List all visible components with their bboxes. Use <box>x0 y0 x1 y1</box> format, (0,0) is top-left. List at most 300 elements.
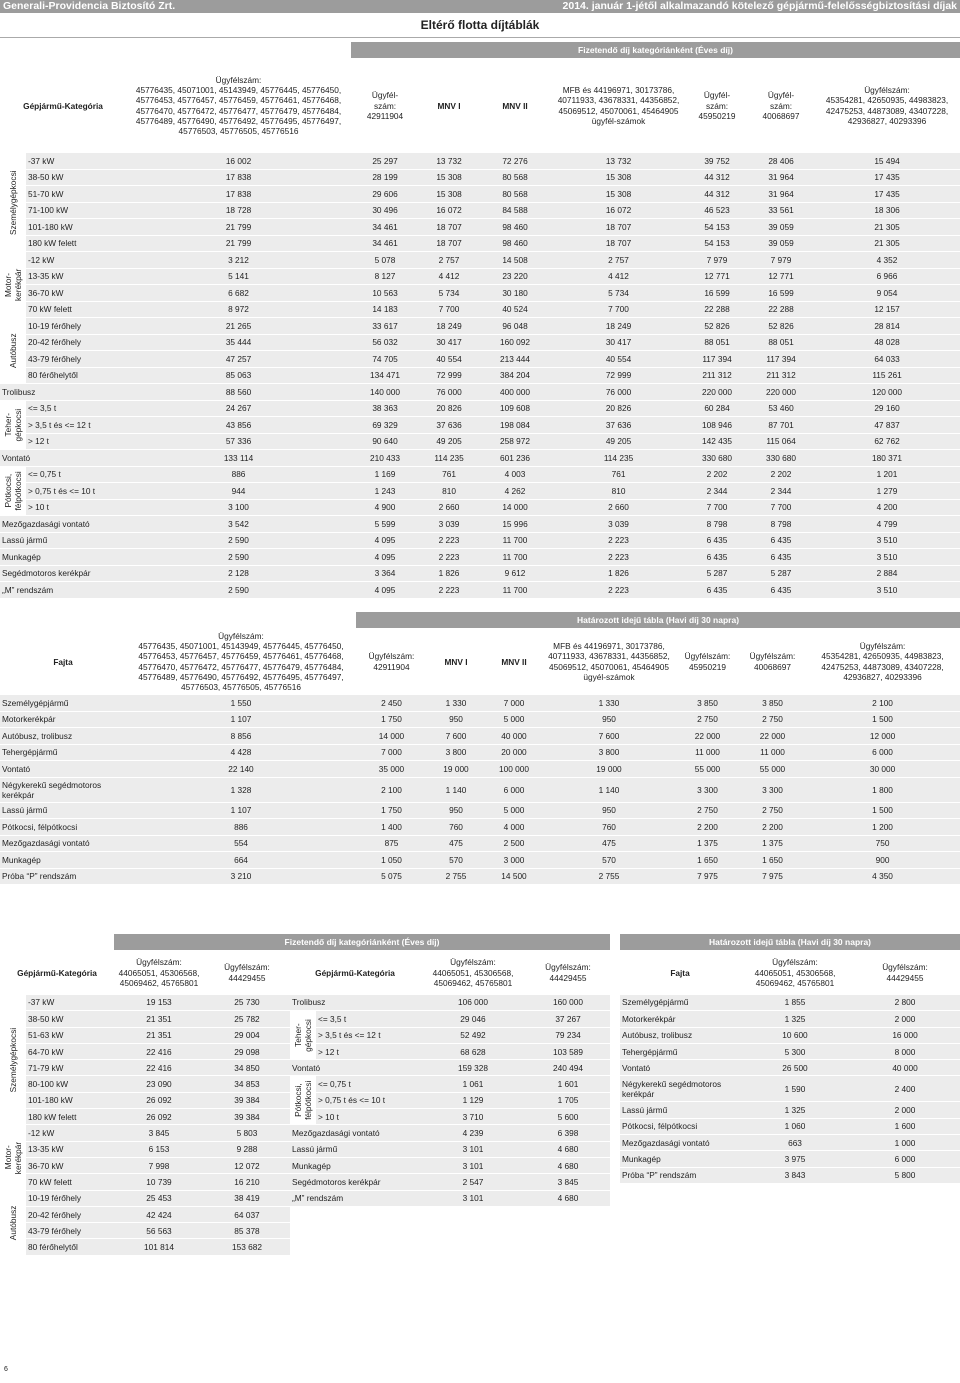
value-cell: 10 563 <box>351 285 419 302</box>
value-cell: 2 400 <box>850 1076 960 1102</box>
value-cell: 810 <box>551 483 686 500</box>
value-cell: 68 628 <box>420 1043 526 1059</box>
value-cell: 3 850 <box>675 695 740 712</box>
value-cell: 14 000 <box>356 728 427 745</box>
value-cell: 1 855 <box>740 995 850 1011</box>
value-cell: 56 563 <box>114 1223 204 1239</box>
value-cell: 7 000 <box>356 744 427 761</box>
page-number: 6 <box>4 1366 8 1373</box>
row-label: -12 kW <box>26 1125 114 1141</box>
value-cell: 23 090 <box>114 1076 204 1092</box>
value-cell: 4 095 <box>351 532 419 549</box>
value-cell: 6 000 <box>485 777 543 802</box>
value-cell: 15 308 <box>419 169 479 186</box>
value-cell: 18 707 <box>551 235 686 252</box>
value-cell: 2 100 <box>356 777 427 802</box>
row-label: -37 kW <box>26 995 114 1011</box>
value-cell: 5 734 <box>419 285 479 302</box>
value-cell: 117 394 <box>748 351 814 368</box>
table-row <box>620 1102 960 1118</box>
row-label: 71-100 kW <box>26 202 126 219</box>
table-row <box>0 835 960 852</box>
value-cell: 12 771 <box>686 268 748 285</box>
row-label: 64-70 kW <box>26 1043 114 1059</box>
value-cell: 47 837 <box>814 417 960 434</box>
value-cell: 6 435 <box>686 582 748 599</box>
table-row <box>620 1060 960 1076</box>
value-cell: 3 000 <box>485 852 543 869</box>
column-header-category-right: Gépjármű-Kategória <box>290 951 420 995</box>
value-cell: 7 700 <box>748 499 814 516</box>
value-cell: 886 <box>126 819 356 836</box>
value-cell: 16 072 <box>551 202 686 219</box>
column-header-5: MFB és 44196971, 30173786, 40711933, 43678331, 44356852, 45069512, 45070061, 45464905 ügyfél-számok <box>551 59 686 153</box>
value-cell: 2 223 <box>551 549 686 566</box>
value-cell: 22 000 <box>740 728 805 745</box>
row-label: 71-79 kW <box>26 1060 114 1076</box>
table-row <box>0 1125 610 1141</box>
value-cell: 2 344 <box>686 483 748 500</box>
value-cell: 4 262 <box>479 483 551 500</box>
value-cell: 5 600 <box>526 1109 610 1125</box>
value-cell: 1 375 <box>675 835 740 852</box>
value-cell: 114 235 <box>419 450 479 467</box>
value-cell: 55 000 <box>740 761 805 778</box>
value-cell: 18 728 <box>126 202 351 219</box>
value-cell: 8 127 <box>351 268 419 285</box>
value-cell: 69 329 <box>351 417 419 434</box>
value-cell: 3 850 <box>740 695 805 712</box>
value-cell: 210 433 <box>351 450 419 467</box>
row-label: <= 3,5 t <box>316 1011 420 1027</box>
table-row <box>0 1239 610 1255</box>
value-cell: 42 424 <box>114 1206 204 1222</box>
value-cell: 554 <box>126 835 356 852</box>
value-cell: 760 <box>543 819 675 836</box>
table-row <box>0 565 960 582</box>
column-header-4: MNV II <box>479 59 551 153</box>
row-label: 20-42 férőhely <box>26 1206 114 1222</box>
value-cell: 12 157 <box>814 301 960 318</box>
value-cell: 950 <box>543 802 675 819</box>
value-cell: 7 700 <box>551 301 686 318</box>
value-cell: 4 680 <box>526 1190 610 1206</box>
row-label: 180 kW felett <box>26 1109 114 1125</box>
column-header-8: Ügyfélszám: 45354281, 42650935, 44983823, 42475253, 44873089, 43407228, 42936827, 40293396 <box>814 59 960 153</box>
value-cell: 34 461 <box>351 219 419 236</box>
value-cell: 85 378 <box>204 1223 290 1239</box>
value-cell: 886 <box>126 466 351 483</box>
table-row <box>0 1060 610 1076</box>
value-cell: 2 757 <box>551 252 686 269</box>
value-cell: 19 000 <box>543 761 675 778</box>
value-cell: 2 884 <box>814 565 960 582</box>
value-cell: 1 243 <box>351 483 419 500</box>
table-row <box>0 351 960 368</box>
row-label: Személygépjármű <box>620 995 740 1011</box>
table-row <box>0 268 960 285</box>
value-cell: 330 680 <box>748 450 814 467</box>
row-label: 51-63 kW <box>26 1027 114 1043</box>
value-cell: 2 590 <box>126 582 351 599</box>
value-cell: 6 435 <box>686 549 748 566</box>
value-cell: 2 000 <box>850 1102 960 1118</box>
row-label: Segédmotoros kerékpár <box>290 1174 420 1190</box>
row-label: Trolibusz <box>290 995 420 1011</box>
value-cell: 100 000 <box>485 761 543 778</box>
table-row <box>620 1167 960 1183</box>
value-cell: 950 <box>427 711 485 728</box>
row-label: > 0,75 t és <= 10 t <box>26 483 126 500</box>
row-label: Tehergépjármű <box>0 744 126 761</box>
row-group-label: Teher- gépkocsi <box>290 1011 316 1060</box>
table-row <box>0 235 960 252</box>
row-label: 38-50 kW <box>26 1011 114 1027</box>
row-label: Személygépjármű <box>0 695 126 712</box>
value-cell: 40 000 <box>850 1060 960 1076</box>
value-cell: 15 494 <box>814 153 960 170</box>
table-row <box>0 1157 610 1173</box>
table-row <box>0 777 960 802</box>
value-cell: 13 732 <box>551 153 686 170</box>
value-cell: 90 640 <box>351 433 419 450</box>
row-label: Vontató <box>0 761 126 778</box>
row-label: 36-70 kW <box>26 285 126 302</box>
section-subtitle <box>0 14 960 38</box>
table-row <box>0 852 960 869</box>
value-cell: 3 845 <box>114 1125 204 1141</box>
value-cell: 2 344 <box>748 483 814 500</box>
table-row <box>620 1118 960 1134</box>
row-group-label: Autóbusz <box>0 1190 26 1255</box>
row-label: Autóbusz, trolibusz <box>0 728 126 745</box>
table-row <box>0 202 960 219</box>
value-cell: 1 129 <box>420 1092 526 1108</box>
table-row <box>0 532 960 549</box>
column-header-7: Ügyfél- szám: 40068697 <box>748 59 814 153</box>
value-cell: 30 417 <box>551 334 686 351</box>
value-cell: 2 450 <box>356 695 427 712</box>
value-cell: 1 107 <box>126 711 356 728</box>
value-cell: 52 492 <box>420 1027 526 1043</box>
table-row <box>0 334 960 351</box>
value-cell: 39 752 <box>686 153 748 170</box>
value-cell: 3 710 <box>420 1109 526 1125</box>
value-cell: 19 153 <box>114 995 204 1011</box>
value-cell: 21 305 <box>814 219 960 236</box>
value-cell: 88 560 <box>126 384 351 401</box>
value-cell: 16 210 <box>204 1174 290 1190</box>
value-cell: 2 128 <box>126 565 351 582</box>
row-group-label: Motor- kerékpár <box>0 252 26 318</box>
row-label: 180 kW felett <box>26 235 126 252</box>
value-cell: 26 092 <box>114 1092 204 1108</box>
value-cell: 5 734 <box>551 285 686 302</box>
value-cell: 11 000 <box>675 744 740 761</box>
value-cell: 9 054 <box>814 285 960 302</box>
row-group-label: Személygépkocsi <box>0 995 26 1125</box>
value-cell: 39 384 <box>204 1109 290 1125</box>
page-header-bar <box>0 0 960 13</box>
value-cell: 14 000 <box>479 499 551 516</box>
value-cell: 17 838 <box>126 186 351 203</box>
row-label: > 0,75 t és <= 10 t <box>316 1092 420 1108</box>
value-cell: 5 000 <box>485 802 543 819</box>
value-cell: 20 000 <box>485 744 543 761</box>
table-row <box>0 367 960 384</box>
value-cell: 2 000 <box>850 1011 960 1027</box>
column-header-1: Ügyfélszám: 44065051, 45306568, 45069462, 45765801 <box>114 951 204 995</box>
value-cell: 25 297 <box>351 153 419 170</box>
value-cell: 2 547 <box>420 1174 526 1190</box>
value-cell: 5 287 <box>748 565 814 582</box>
value-cell: 5 300 <box>740 1043 850 1059</box>
value-cell: 30 000 <box>805 761 960 778</box>
row-label: 10-19 férőhely <box>26 318 126 335</box>
value-cell: 2 100 <box>805 695 960 712</box>
value-cell: 64 033 <box>814 351 960 368</box>
value-cell: 33 561 <box>748 202 814 219</box>
value-cell: 1 328 <box>126 777 356 802</box>
value-cell: 761 <box>419 466 479 483</box>
table-row <box>0 549 960 566</box>
value-cell: 40 554 <box>551 351 686 368</box>
value-cell: 106 000 <box>420 995 526 1011</box>
value-cell: 14 508 <box>479 252 551 269</box>
value-cell: 2 200 <box>675 819 740 836</box>
value-cell: 9 288 <box>204 1141 290 1157</box>
value-cell: 1 325 <box>740 1102 850 1118</box>
value-cell: 14 500 <box>485 868 543 885</box>
value-cell: 57 336 <box>126 433 351 450</box>
row-label: Lassú jármű <box>0 532 126 549</box>
fixed-term-grid <box>0 612 960 885</box>
row-label: 80 férőhelytől <box>26 1239 114 1255</box>
value-cell: 475 <box>427 835 485 852</box>
value-cell: 48 028 <box>814 334 960 351</box>
table-row <box>620 1043 960 1059</box>
value-cell: 3 100 <box>126 499 351 516</box>
value-cell: 1 750 <box>356 802 427 819</box>
value-cell: 37 267 <box>526 1011 610 1027</box>
value-cell: 1 601 <box>526 1076 610 1092</box>
row-label: 10-19 férőhely <box>26 1190 114 1206</box>
column-header-3: MNV I <box>427 629 485 695</box>
value-cell: 46 523 <box>686 202 748 219</box>
row-label: „M” rendszám <box>290 1190 420 1206</box>
value-cell: 72 999 <box>419 367 479 384</box>
value-cell: 17 435 <box>814 169 960 186</box>
value-cell: 60 284 <box>686 400 748 417</box>
row-label: -12 kW <box>26 252 126 269</box>
value-cell: 18 249 <box>419 318 479 335</box>
value-cell: 22 416 <box>114 1060 204 1076</box>
value-cell: 944 <box>126 483 351 500</box>
value-cell: 1 826 <box>419 565 479 582</box>
value-cell: 1 705 <box>526 1092 610 1108</box>
value-cell: 3 510 <box>814 582 960 599</box>
value-cell: 160 000 <box>526 995 610 1011</box>
table-row <box>0 499 960 516</box>
table-row <box>0 1174 610 1190</box>
value-cell: 1 826 <box>551 565 686 582</box>
value-cell: 10 739 <box>114 1174 204 1190</box>
value-cell: 74 705 <box>351 351 419 368</box>
section-subtitle-text: Eltérő flotta díjtáblák <box>420 18 540 32</box>
column-header-right-2: Ügyfélszám: 44429455 <box>526 951 610 995</box>
value-cell: 22 288 <box>686 301 748 318</box>
value-cell: 3 843 <box>740 1167 850 1183</box>
row-group-label: Autóbusz <box>0 318 26 384</box>
value-cell: 3 510 <box>814 532 960 549</box>
value-cell: 1 050 <box>356 852 427 869</box>
value-cell: 875 <box>356 835 427 852</box>
value-cell: 54 153 <box>686 235 748 252</box>
value-cell: 14 183 <box>351 301 419 318</box>
value-cell: 2 755 <box>543 868 675 885</box>
value-cell: 6 000 <box>850 1151 960 1167</box>
table-row <box>0 417 960 434</box>
value-cell: 664 <box>126 852 356 869</box>
value-cell: 1 140 <box>543 777 675 802</box>
row-label: Pótkocsi, félpótkocsi <box>0 819 126 836</box>
value-cell: 64 037 <box>204 1206 290 1222</box>
value-cell: 159 328 <box>420 1060 526 1076</box>
column-header-1: Ügyfélszám: 45776435, 45071001, 45143949, 45776445, 45776450, 45776453, 45776457, 45776459, 45776461, 45776468, 45776470, 45776472, 45776477, 45776479, 45776484, 45776489, 45776490, 45776492, 45776495, 45776497, 45776503, 45776505, 45776516 <box>126 59 351 153</box>
annual-fee-grid-small <box>0 934 610 1256</box>
value-cell: 4 799 <box>814 516 960 533</box>
row-group-label: Motor- kerékpár <box>0 1125 26 1190</box>
row-label: Négykerekű segédmotoros kerékpár <box>0 777 126 802</box>
value-cell: 26 500 <box>740 1060 850 1076</box>
row-label: 80-100 kW <box>26 1076 114 1092</box>
table-row <box>0 186 960 203</box>
value-cell: 40 000 <box>485 728 543 745</box>
table-title: Határozott idejű tábla (Havi díj 30 napra) <box>620 934 960 951</box>
value-cell: 98 460 <box>479 235 551 252</box>
table-title: Fizetendő díj kategóriánként (Éves díj) <box>114 934 610 951</box>
value-cell: 114 235 <box>551 450 686 467</box>
value-cell: 52 826 <box>686 318 748 335</box>
value-cell: 12 072 <box>204 1157 290 1173</box>
row-label: 13-35 kW <box>26 1141 114 1157</box>
table-row <box>0 433 960 450</box>
value-cell: 3 845 <box>526 1174 610 1190</box>
row-label: Segédmotoros kerékpár <box>0 565 126 582</box>
column-header-4: MNV II <box>485 629 543 695</box>
value-cell: 3 101 <box>420 1141 526 1157</box>
value-cell: 153 682 <box>204 1239 290 1255</box>
row-label: > 3,5 t és <= 12 t <box>316 1027 420 1043</box>
value-cell: 15 996 <box>479 516 551 533</box>
value-cell: 38 363 <box>351 400 419 417</box>
value-cell: 2 223 <box>551 582 686 599</box>
value-cell: 1 140 <box>427 777 485 802</box>
row-label: 70 kW felett <box>26 1174 114 1190</box>
value-cell: 16 599 <box>748 285 814 302</box>
value-cell: 4 000 <box>485 819 543 836</box>
value-cell: 39 384 <box>204 1092 290 1108</box>
document-title: 2014. január 1-jétől alkalmazandó kötelező gépjármű-felelősségbiztosítási díjak <box>562 0 957 12</box>
table-row <box>0 1206 610 1222</box>
value-cell: 7 975 <box>675 868 740 885</box>
table-row <box>620 1151 960 1167</box>
row-label: 43-79 férőhely <box>26 1223 114 1239</box>
row-label: Autóbusz, trolibusz <box>620 1027 740 1043</box>
row-label: 13-35 kW <box>26 268 126 285</box>
column-header-6: Ügyfélszám: 45950219 <box>675 629 740 695</box>
table-row <box>0 695 960 712</box>
value-cell: 20 826 <box>551 400 686 417</box>
row-label: Mezőgazdasági vontató <box>0 835 126 852</box>
row-label: Motorkerékpár <box>620 1011 740 1027</box>
value-cell: 38 419 <box>204 1190 290 1206</box>
row-label: 36-70 kW <box>26 1157 114 1173</box>
value-cell: 13 732 <box>419 153 479 170</box>
table-row <box>0 384 960 401</box>
value-cell: 2 500 <box>485 835 543 852</box>
value-cell: 35 444 <box>126 334 351 351</box>
value-cell: 16 599 <box>686 285 748 302</box>
value-cell: 6 682 <box>126 285 351 302</box>
subtitle-underline <box>0 37 960 38</box>
value-cell: 3 800 <box>543 744 675 761</box>
value-cell: 22 288 <box>748 301 814 318</box>
value-cell: 76 000 <box>419 384 479 401</box>
row-label: Mezőgazdasági vontató <box>620 1135 740 1151</box>
value-cell: 1 201 <box>814 466 960 483</box>
value-cell: 84 588 <box>479 202 551 219</box>
row-label: <= 0,75 t <box>26 466 126 483</box>
value-cell: 109 608 <box>479 400 551 417</box>
row-label: -37 kW <box>26 153 126 170</box>
value-cell: 3 210 <box>126 868 356 885</box>
table-row <box>0 516 960 533</box>
value-cell: 1 061 <box>420 1076 526 1092</box>
value-cell: 5 599 <box>351 516 419 533</box>
column-header-1: Ügyfélszám: 44065051, 45306568, 45069462, 45765801 <box>740 951 850 995</box>
value-cell: 6 000 <box>805 744 960 761</box>
row-group-label: Teher- gépkocsi <box>0 400 26 450</box>
value-cell: 72 999 <box>551 367 686 384</box>
value-cell: 29 160 <box>814 400 960 417</box>
value-cell: 5 800 <box>850 1167 960 1183</box>
row-label: Trolibusz <box>0 384 126 401</box>
table-row <box>0 711 960 728</box>
value-cell: 28 814 <box>814 318 960 335</box>
value-cell: 5 803 <box>204 1125 290 1141</box>
value-cell: 15 308 <box>419 186 479 203</box>
value-cell: 2 223 <box>419 532 479 549</box>
value-cell: 142 435 <box>686 433 748 450</box>
value-cell: 1 060 <box>740 1118 850 1134</box>
value-cell: 133 114 <box>126 450 351 467</box>
value-cell: 2 202 <box>748 466 814 483</box>
table-row <box>0 761 960 778</box>
value-cell: 2 660 <box>419 499 479 516</box>
value-cell: 25 730 <box>204 995 290 1011</box>
value-cell: 37 636 <box>551 417 686 434</box>
row-label: Lassú jármű <box>620 1102 740 1118</box>
value-cell: 2 757 <box>419 252 479 269</box>
value-cell: 1 650 <box>740 852 805 869</box>
value-cell: 213 444 <box>479 351 551 368</box>
value-cell: 3 800 <box>427 744 485 761</box>
row-label: Mezőgazdasági vontató <box>290 1125 420 1141</box>
value-cell: 211 312 <box>686 367 748 384</box>
value-cell: 47 257 <box>126 351 351 368</box>
table-row <box>0 252 960 269</box>
